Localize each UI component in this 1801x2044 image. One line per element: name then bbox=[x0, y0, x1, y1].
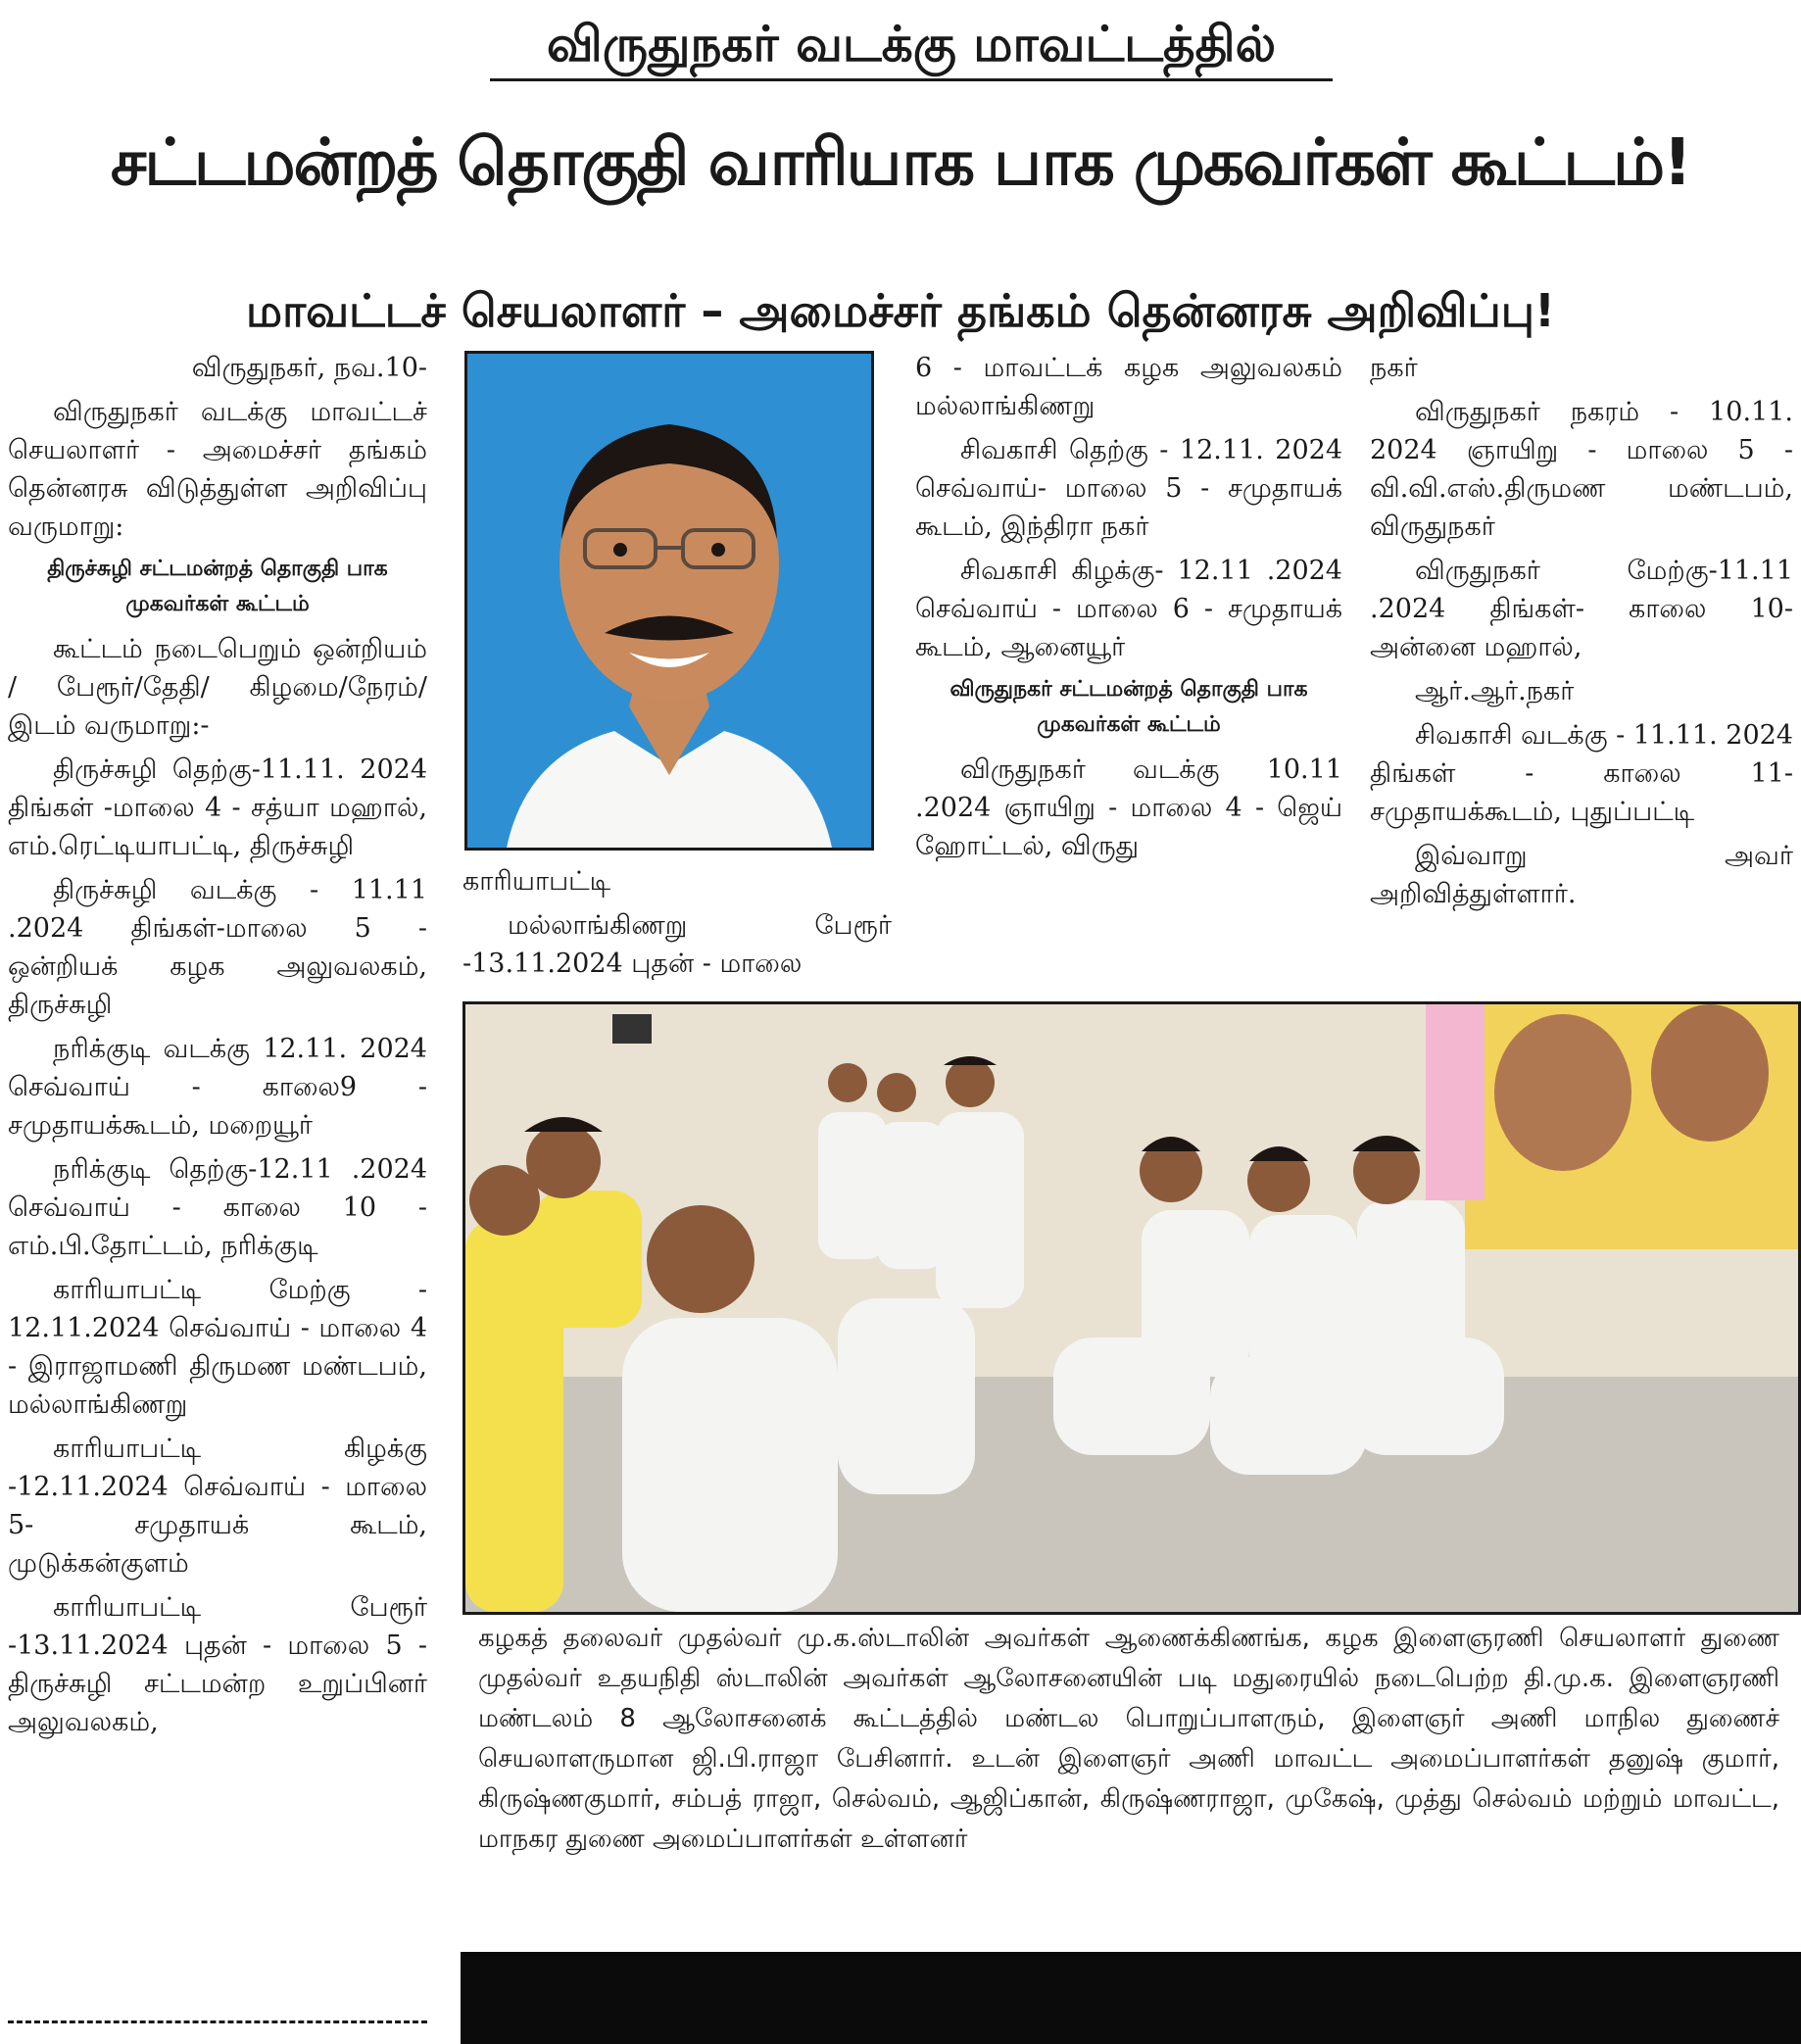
schedule-item: காரியாபட்டி கிழக்கு -12.11.2024 செவ்வாய் - மாலை 5- சமுதாயக் கூடம், முடுக்கன்குளம் bbox=[8, 1434, 427, 1579]
portrait-illustration bbox=[467, 354, 871, 848]
schedule-item: நரிக்குடி வடக்கு 12.11. 2024 செவ்வாய் - காலை9 - சமுதாயக்கூடம், மறையூர் bbox=[8, 1034, 427, 1141]
section-heading-virudhunagar: விருதுநகர் சட்டமன்றத் தொகுதி பாக முகவர்கள் கூட்டம் bbox=[949, 677, 1308, 737]
section-heading-thiruchuli: திருச்சுழி சட்டமன்றத் தொகுதி பாக முகவர்கள் கூட்டம் bbox=[47, 557, 388, 616]
schedule-item: மல்லாங்கிணறு பேரூர் -13.11.2024 புதன் - மாலை bbox=[462, 910, 892, 979]
next-article-banner bbox=[461, 1952, 1801, 2044]
schedule-item: காரியாபட்டி பேரூர் -13.11.2024 புதன் - மாலை 5 - திருச்சுழி சட்டமன்ற உறுப்பினர் அலுவலகம், bbox=[8, 1592, 427, 1737]
schedule-item: ஆர்.ஆர்.நகர் bbox=[1415, 676, 1575, 706]
continuation-line: 6 - மாவட்டக் கழக அலுவலகம் மல்லாங்கிணறு bbox=[915, 353, 1342, 421]
schedule-item: திருச்சுழி தெற்கு-11.11. 2024 திங்கள் -மாலை 4 - சத்யா மஹால், எம்.ரெட்டியாபட்டி, திருச்சுழி bbox=[8, 754, 427, 861]
minister-portrait-photo bbox=[464, 351, 874, 851]
schedule-item: சிவகாசி கிழக்கு- 12.11 .2024 செவ்வாய் - மாலை 6 - சமுதாயக் கூடம், ஆனையூர் bbox=[915, 556, 1342, 662]
photo-caption: கழகத் தலைவர் முதல்வர் மு.க.ஸ்டாலின் அவர்கள் ஆணைக்கிணங்க, கழக இளைஞரணி செயலாளர் துணை முதல்வர் உதயநிதி ஸ்டாலின் அவர்கள் ஆலோசனையின் படி மதுரையில் நடைபெற்ற தி.மு.க. இளைஞரணி மண்டலம் 8 ஆலோசனைக் கூட்டத்தில் மண்டல பொறுப்பாளரும், இளைஞர் அணி மாநில துணைச் செயலாளருமான ஜி.பி.ராஜா பேசினார். உடன் இளைஞர் அணி மாவட்ட அமைப்பாளர்கள் தனுஷ் குமார், கிருஷ்ணகுமார், சம்பத் ராஜா, செல்வம், ஆஜிப்கான், கிருஷ்ணராஜா, முகேஷ், முத்து செல்வம் மற்றும் மாவட்ட, மாநகர துணை அமைப்பாளர்கள் உள்ளனர் bbox=[478, 1624, 1779, 1854]
dateline: விருதுநகர், நவ.10- bbox=[191, 353, 427, 383]
article-column-2 bbox=[462, 862, 892, 980]
meeting-photo bbox=[462, 1001, 1801, 1615]
intro-paragraph: விருதுநகர் வடக்கு மாவட்டச் செயலாளர் - அமைச்சர் தங்கம் தென்னரசு விடுத்துள்ள அறிவிப்பு வருமாறு: bbox=[8, 397, 427, 542]
meeting-photo-illustration bbox=[465, 1004, 1798, 1612]
schedule-item: விருதுநகர் மேற்கு-11.11 .2024 திங்கள்- காலை 10- அன்னை மஹால், bbox=[1370, 556, 1793, 662]
main-headline: சட்டமன்றத் தொகுதி வாரியாக பாக முகவர்கள் கூட்டம்! bbox=[110, 124, 1691, 200]
schedule-item: விருதுநகர் நகரம் - 10.11. 2024 ஞாயிறு - மாலை 5 - வி.வி.எஸ்.திருமண மண்டபம், விருதுநகர் bbox=[1370, 397, 1793, 542]
continuation-line: நகர் bbox=[1370, 353, 1418, 383]
schedule-item: திருச்சுழி வடக்கு - 11.11 .2024 திங்கள்-மாலை 5 - ஒன்றியக் கழக அலுவலகம், திருச்சுழி bbox=[8, 875, 427, 1020]
schedule-item: சிவகாசி தெற்கு - 12.11. 2024 செவ்வாய்- மாலை 5 - சமுதாயக் கூடம், இந்திரா நகர் bbox=[915, 435, 1342, 542]
schedule-item: சிவகாசி வடக்கு - 11.11. 2024 திங்கள் - காலை 11- சமுதாயக்கூடம், புதுப்பட்டி bbox=[1370, 720, 1793, 827]
schedule-item: நரிக்குடி தெற்கு-12.11 .2024 செவ்வாய் - காலை 10 - எம்.பி.தோட்டம், நரிக்குடி bbox=[8, 1154, 427, 1261]
sub-headline: மாவட்டச் செயலாளர் – அமைச்சர் தங்கம் தென்னரசு அறிவிப்பு! bbox=[246, 284, 1555, 337]
section-intro: கூட்டம் நடைபெறும் ஒன்றியம் / பேரூர்/தேதி/ கிழமை/நேரம்/ இடம் வருமாறு:- bbox=[8, 634, 427, 741]
article-column-1 bbox=[8, 349, 427, 2044]
article-column-3 bbox=[915, 349, 1342, 990]
article-column-4 bbox=[1370, 349, 1793, 990]
schedule-item: காரியாபட்டி மேற்கு - 12.11.2024 செவ்வாய் - மாலை 4 - இராஜாமணி திருமண மண்டபம், மல்லாங்கிணறு bbox=[8, 1275, 427, 1420]
schedule-item: விருதுநகர் வடக்கு 10.11 .2024 ஞாயிறு - மாலை 4 - ஜெய் ஹோட்டல், விருது bbox=[915, 754, 1342, 861]
continuation-line: காரியாபட்டி bbox=[462, 866, 611, 897]
kicker-heading: விருதுநகர் வடக்கு மாவட்டத்தில் bbox=[490, 10, 1333, 81]
column-divider-dashed bbox=[8, 2020, 427, 2023]
closing-line: இவ்வாறு அவர் அறிவித்துள்ளார். bbox=[1370, 841, 1793, 909]
